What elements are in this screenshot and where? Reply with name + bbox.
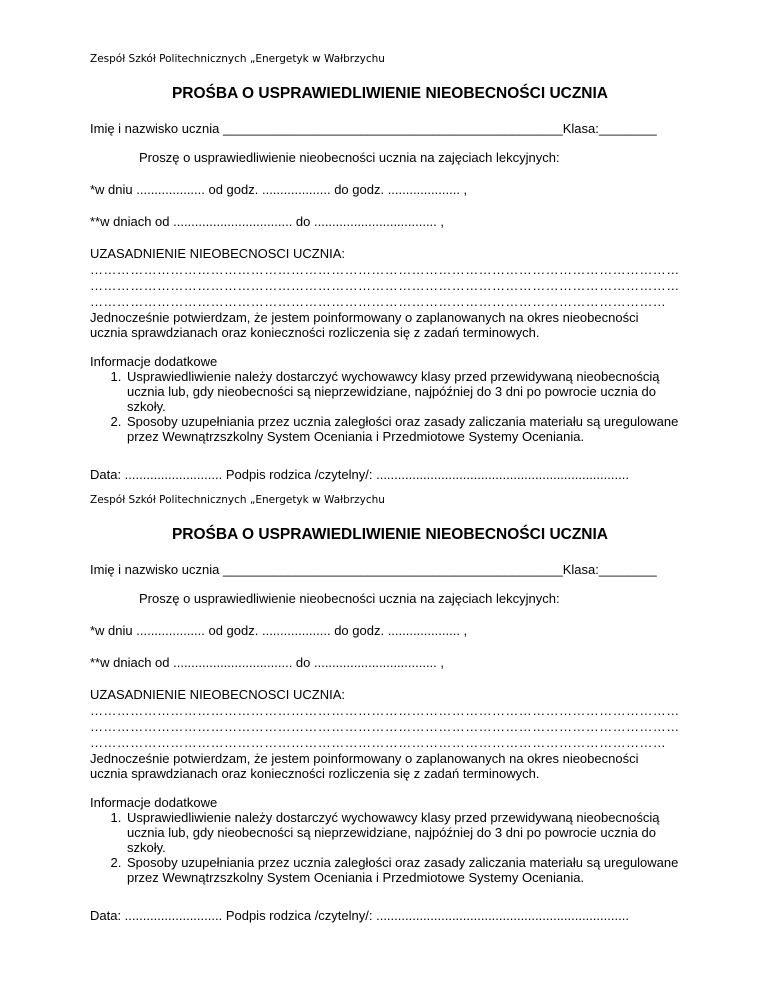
date-range-line: **w dniach od ................................. do .................................. , [90, 655, 445, 670]
info-list [90, 369, 690, 444]
absence-form-1 [90, 52, 690, 483]
school-header: Zespół Szkół Politechnicznych „Energetyk w Wałbrzychu [90, 53, 385, 65]
reason-dotted-line: …………………………………………………………………………………………………………………… [90, 719, 680, 734]
single-day-line: *w dniu ................... od godz. ................... do godz. .................... , [90, 623, 468, 638]
reason-header: UZASADNIENIE NIEOBECNOSCI UCZNIA: [90, 246, 345, 261]
absence-form-2 [90, 493, 690, 924]
form-title: PROŚBA O USPRAWIEDLIWIENIE NIEOBECNOŚCI UCZNIA [171, 85, 609, 102]
signature-line: Data: ........................... Podpis rodzica /czytelny/: ...................................................................... [90, 908, 629, 923]
confirmation-text: Jednocześnie potwierdzam, że jestem poinformowany o zaplanowanych na okres nieobecności [90, 310, 639, 325]
info-header: Informacje dodatkowe [90, 354, 218, 369]
request-line: Proszę o usprawiedliwienie nieobecności ucznia na zajęciach lekcyjnych: [139, 150, 560, 165]
reason-dotted-line: …………………………………………………………………………………………………………………… [90, 262, 680, 277]
info-list [90, 810, 690, 885]
info-item: 2. Sposoby uzupełniania przez ucznia zaległości oraz zasady zaliczania materiału są uregulowane przez Wewnątrzszkolny System Oceniania i Przedmiotowe Systemy Oceniania. [125, 414, 690, 444]
request-line: Proszę o usprawiedliwienie nieobecności ucznia na zajęciach lekcyjnych: [139, 591, 560, 606]
reason-dotted-line: ………………………………………………………………………………………………………………… [90, 735, 667, 750]
info-item: 1. Usprawiedliwienie należy dostarczyć wychowawcy klasy przed przewidywaną nieobecnością ucznia lub, gdy nieobecności są nieprzewidziane, najpóźniej do 3 dni po powrocie ucznia do szkoły. [125, 369, 690, 414]
signature-line: Data: ........................... Podpis rodzica /czytelny/: ...................................................................... [90, 467, 629, 482]
confirmation-text: ucznia sprawdzianach oraz konieczności rozliczenia się z zadań terminowych. [90, 325, 540, 340]
info-item: 1. Usprawiedliwienie należy dostarczyć wychowawcy klasy przed przewidywaną nieobecnością ucznia lub, gdy nieobecności są nieprzewidziane, najpóźniej do 3 dni po powrocie ucznia do szkoły. [125, 810, 690, 855]
confirmation-text: ucznia sprawdzianach oraz konieczności rozliczenia się z zadań terminowych. [90, 766, 540, 781]
student-name-line: Imię i nazwisko ucznia _______________________________________________Klasa:________ [90, 121, 657, 136]
student-name-line: Imię i nazwisko ucznia _______________________________________________Klasa:________ [90, 562, 657, 577]
single-day-line: *w dniu ................... od godz. ................... do godz. .................... , [90, 182, 468, 197]
school-header: Zespół Szkół Politechnicznych „Energetyk w Wałbrzychu [90, 494, 385, 506]
form-title: PROŚBA O USPRAWIEDLIWIENIE NIEOBECNOŚCI UCZNIA [171, 526, 609, 543]
info-header: Informacje dodatkowe [90, 795, 218, 810]
reason-header: UZASADNIENIE NIEOBECNOSCI UCZNIA: [90, 687, 345, 702]
confirmation-text: Jednocześnie potwierdzam, że jestem poinformowany o zaplanowanych na okres nieobecności [90, 751, 639, 766]
reason-dotted-line: ………………………………………………………………………………………………………………… [90, 294, 667, 309]
reason-dotted-line: …………………………………………………………………………………………………………………… [90, 703, 680, 718]
info-item: 2. Sposoby uzupełniania przez ucznia zaległości oraz zasady zaliczania materiału są uregulowane przez Wewnątrzszkolny System Oceniania i Przedmiotowe Systemy Oceniania. [125, 855, 690, 885]
date-range-line: **w dniach od ................................. do .................................. , [90, 214, 445, 229]
reason-dotted-line: …………………………………………………………………………………………………………………… [90, 278, 680, 293]
